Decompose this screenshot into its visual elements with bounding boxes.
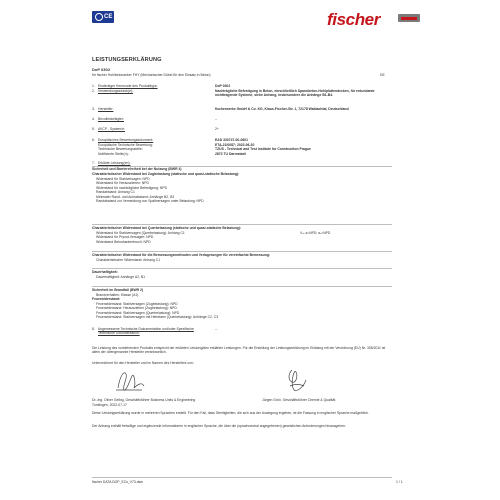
item-3-num: 3. [92, 107, 95, 111]
divider [92, 224, 392, 225]
divider [92, 268, 392, 269]
footer-page-number: 1 / 1 [396, 480, 403, 484]
fire-line-1: Feuerwiderstand: Stahlversagen (Zugbelastung): NPD [96, 301, 178, 306]
fire-line-2: Feuerwiderstand: Herausziehen (Zugbelastung): NPD [96, 306, 177, 310]
closing-para-2: Unterzeichnet für den Hersteller und im Namen des Herstellers von: [92, 361, 194, 365]
section-shear-title: Charakteristischer Widerstand bei Querbelastung (statische und quasi-statische Belastung): [92, 226, 242, 230]
bwr2-line-1: Brandverhalten: Klasse (A1) [96, 292, 139, 297]
item-8-value: -- [215, 327, 218, 331]
section-design-title: Charakteristischer Widerstand für die Bemessungsmethoden und Verlagerungen für vereinfachte Bemessung: [92, 253, 271, 257]
durability-line-1: Dauerhaftigkeit: Anhänge A2, B1 [96, 274, 146, 279]
item-6-row-1-value: EAD 330747-00-0601 [215, 138, 248, 142]
divider [92, 286, 392, 287]
item-1-num: 1. [92, 84, 95, 88]
item-5-value: 2+ [215, 127, 219, 131]
shear-line-3: Widerstand Betonkantenbruch: NPD [96, 239, 151, 244]
item-6-row-1-label: Europäisches Bewertungsdokument: [98, 138, 154, 142]
footer-filename: fischer DATA DOP_ECs_V73.dsm [92, 480, 144, 484]
item-6-row-4-label: Notifizierte Stelle(n): [98, 151, 129, 156]
item-3-label: Hersteller: [98, 107, 114, 111]
fire-line-4: Feuerwiderstand: Stahlversagen mit Hebelarm (Querbelastung): Anhänge C2, C3 [96, 315, 219, 319]
item-2-num: 2. [92, 89, 95, 93]
section-fire-title: Feuerwiderstand: [92, 297, 121, 301]
fire-line-3: Feuerwiderstand: Stahlversagen (Querbelastung): NPD [96, 310, 180, 315]
signer-1: Dr.-Ing. Oliver Geibig, Geschäftsführer Business Units & Engineering [92, 398, 196, 402]
item-8-num: 8. [92, 327, 95, 331]
shear-line-2: Widerstand für Pryout-Versagen: NPD [96, 235, 154, 239]
tension-line-2: Widerstand für Herausziehen: NPD [96, 181, 149, 185]
ce-mark-label: CE [104, 14, 113, 20]
tension-line-4: Randabstand: Anhang C1 [96, 190, 135, 194]
tension-line-1: Widerstand für Stahlversagen: NPD [96, 176, 150, 181]
item-2-value: Nachträgliche Befestigung in Beton, einschließlich Spannbeton-Hohlplattendecken, für redundante nichttragende Systeme, siehe Anhang, insbesondere die Anhänge B1-B4. [215, 89, 375, 98]
tension-line-5: Minimaler Rand- und Achsabstand: Anhänge B2, B3 [96, 194, 175, 199]
footnote-2: Der Anhang enthält freiwillige und ergänzende Informationen in englischer Sprache, die über die (sprachneutral angegebenen) gesetzlichen Anforderungen hinausgehen. [92, 424, 346, 428]
signer-2: Jürgen Grün, Geschäftsführer Chemie & Qualität [262, 398, 336, 402]
tension-line-6: Randabstand zur Vermeidung von Spaltversagen unter Belastung: NPD [96, 199, 204, 203]
item-6-num: 6. [92, 138, 95, 142]
dop-number: DoP 0302 [92, 67, 110, 72]
item-2-label: Verwendungszweck(e): [98, 89, 134, 93]
item-6-row-2-label: Europäische Technische Bewertung: [98, 142, 153, 147]
item-1-label: Eindeutiger Kenncode des Produkttyps: [98, 84, 158, 88]
item-4-value: -- [215, 117, 218, 121]
section-bwr4-title: Sicherheit und Barrierefreiheit bei der Nutzung (BWR 4) [92, 167, 182, 171]
signature-1 [112, 366, 148, 394]
fischer-logo: fischer [327, 10, 380, 29]
section-bwr2-title: Sicherheit im Brandfall (BWR 2) [92, 288, 144, 292]
closing-para-1: Die Leistung des vorstehenden Produkts entspricht der erklärten Leistung/den erklärten Leistungen. Für die Erstellung der Leistungserklärung im Einklang mit der Verordnung (EU) Nr. 305/2011 ist allein der obengenannte Hersteller verantwortlich. [92, 346, 386, 355]
place-date: Tumlingen, 2022-07-17 [92, 403, 127, 407]
tension-line-3: Widerstand für nachträgliche Befestigung: NPD [96, 185, 168, 190]
shear-side-note: Vᵣₖ,s=NPD; αᵥ=NPD [300, 230, 331, 235]
item-7-num: 7. [92, 161, 95, 165]
item-6-row-3-value: TZÜS - Technical and Test Institute for Construction Prague [215, 147, 311, 151]
design-line-1: Charakteristischer Widerstand: Anhang C1 [96, 257, 161, 262]
ce-mark-icon [95, 13, 103, 21]
lang-code: DE [380, 73, 385, 77]
item-3-value: fischerwerke GmbH & Co. KG, Klaus-Fischer-Str. 1, 72178 Waldachtal, Deutschland [215, 107, 349, 111]
page-title: LEISTUNGSERKLÄRUNG [92, 57, 162, 63]
item-4-label: Bevollmächtigter: [98, 117, 125, 121]
item-5-label: AVCP - System/e: [98, 127, 126, 131]
doc-subtitle: für fischer Hohlbetonanker FHY (Mechanischer Dübel für den Einsatz in Beton) [92, 73, 211, 77]
item-5-num: 5. [92, 127, 95, 131]
item-1-value: DoP 0302 [215, 84, 231, 88]
item-6-row-2-value: ETA-21/0087; 2022-06-30 [215, 142, 255, 147]
item-8-label: Angemessene Technische Dokumentation und/oder Spezifische Technische Dokumentation: [98, 327, 194, 336]
signature-2 [282, 366, 312, 394]
footer-divider [92, 477, 392, 478]
divider [92, 251, 392, 252]
shear-line-1: Widerstand für Stahlversagen (Querbelastung): Anhang C1 [96, 230, 185, 235]
item-6-row-4-value: 2873 TU Darmstadt [215, 151, 246, 156]
item-7-heading: Erklärte Leistung(en): [98, 161, 131, 165]
section-tension-title: Charakteristischer Widerstand bei Zugbelastung (statische und quasi-statische Belastung): [92, 172, 240, 176]
footnote-1: Diese Leistungserklärung wurde in mehreren Sprachen erstellt. Für den Fall, dass Streitigkeiten, die sich aus der Auslegung ergeben, ist die Fassung in englischer Sprache maßgeblich. [92, 411, 369, 415]
item-4-num: 4. [92, 117, 95, 121]
item-6-row-3-label: Technische Bewertungsstelle: [98, 147, 143, 151]
fischer-plug-bar-inner [401, 17, 417, 20]
section-durability-title: Dauerhaftigkeit: [92, 270, 118, 274]
